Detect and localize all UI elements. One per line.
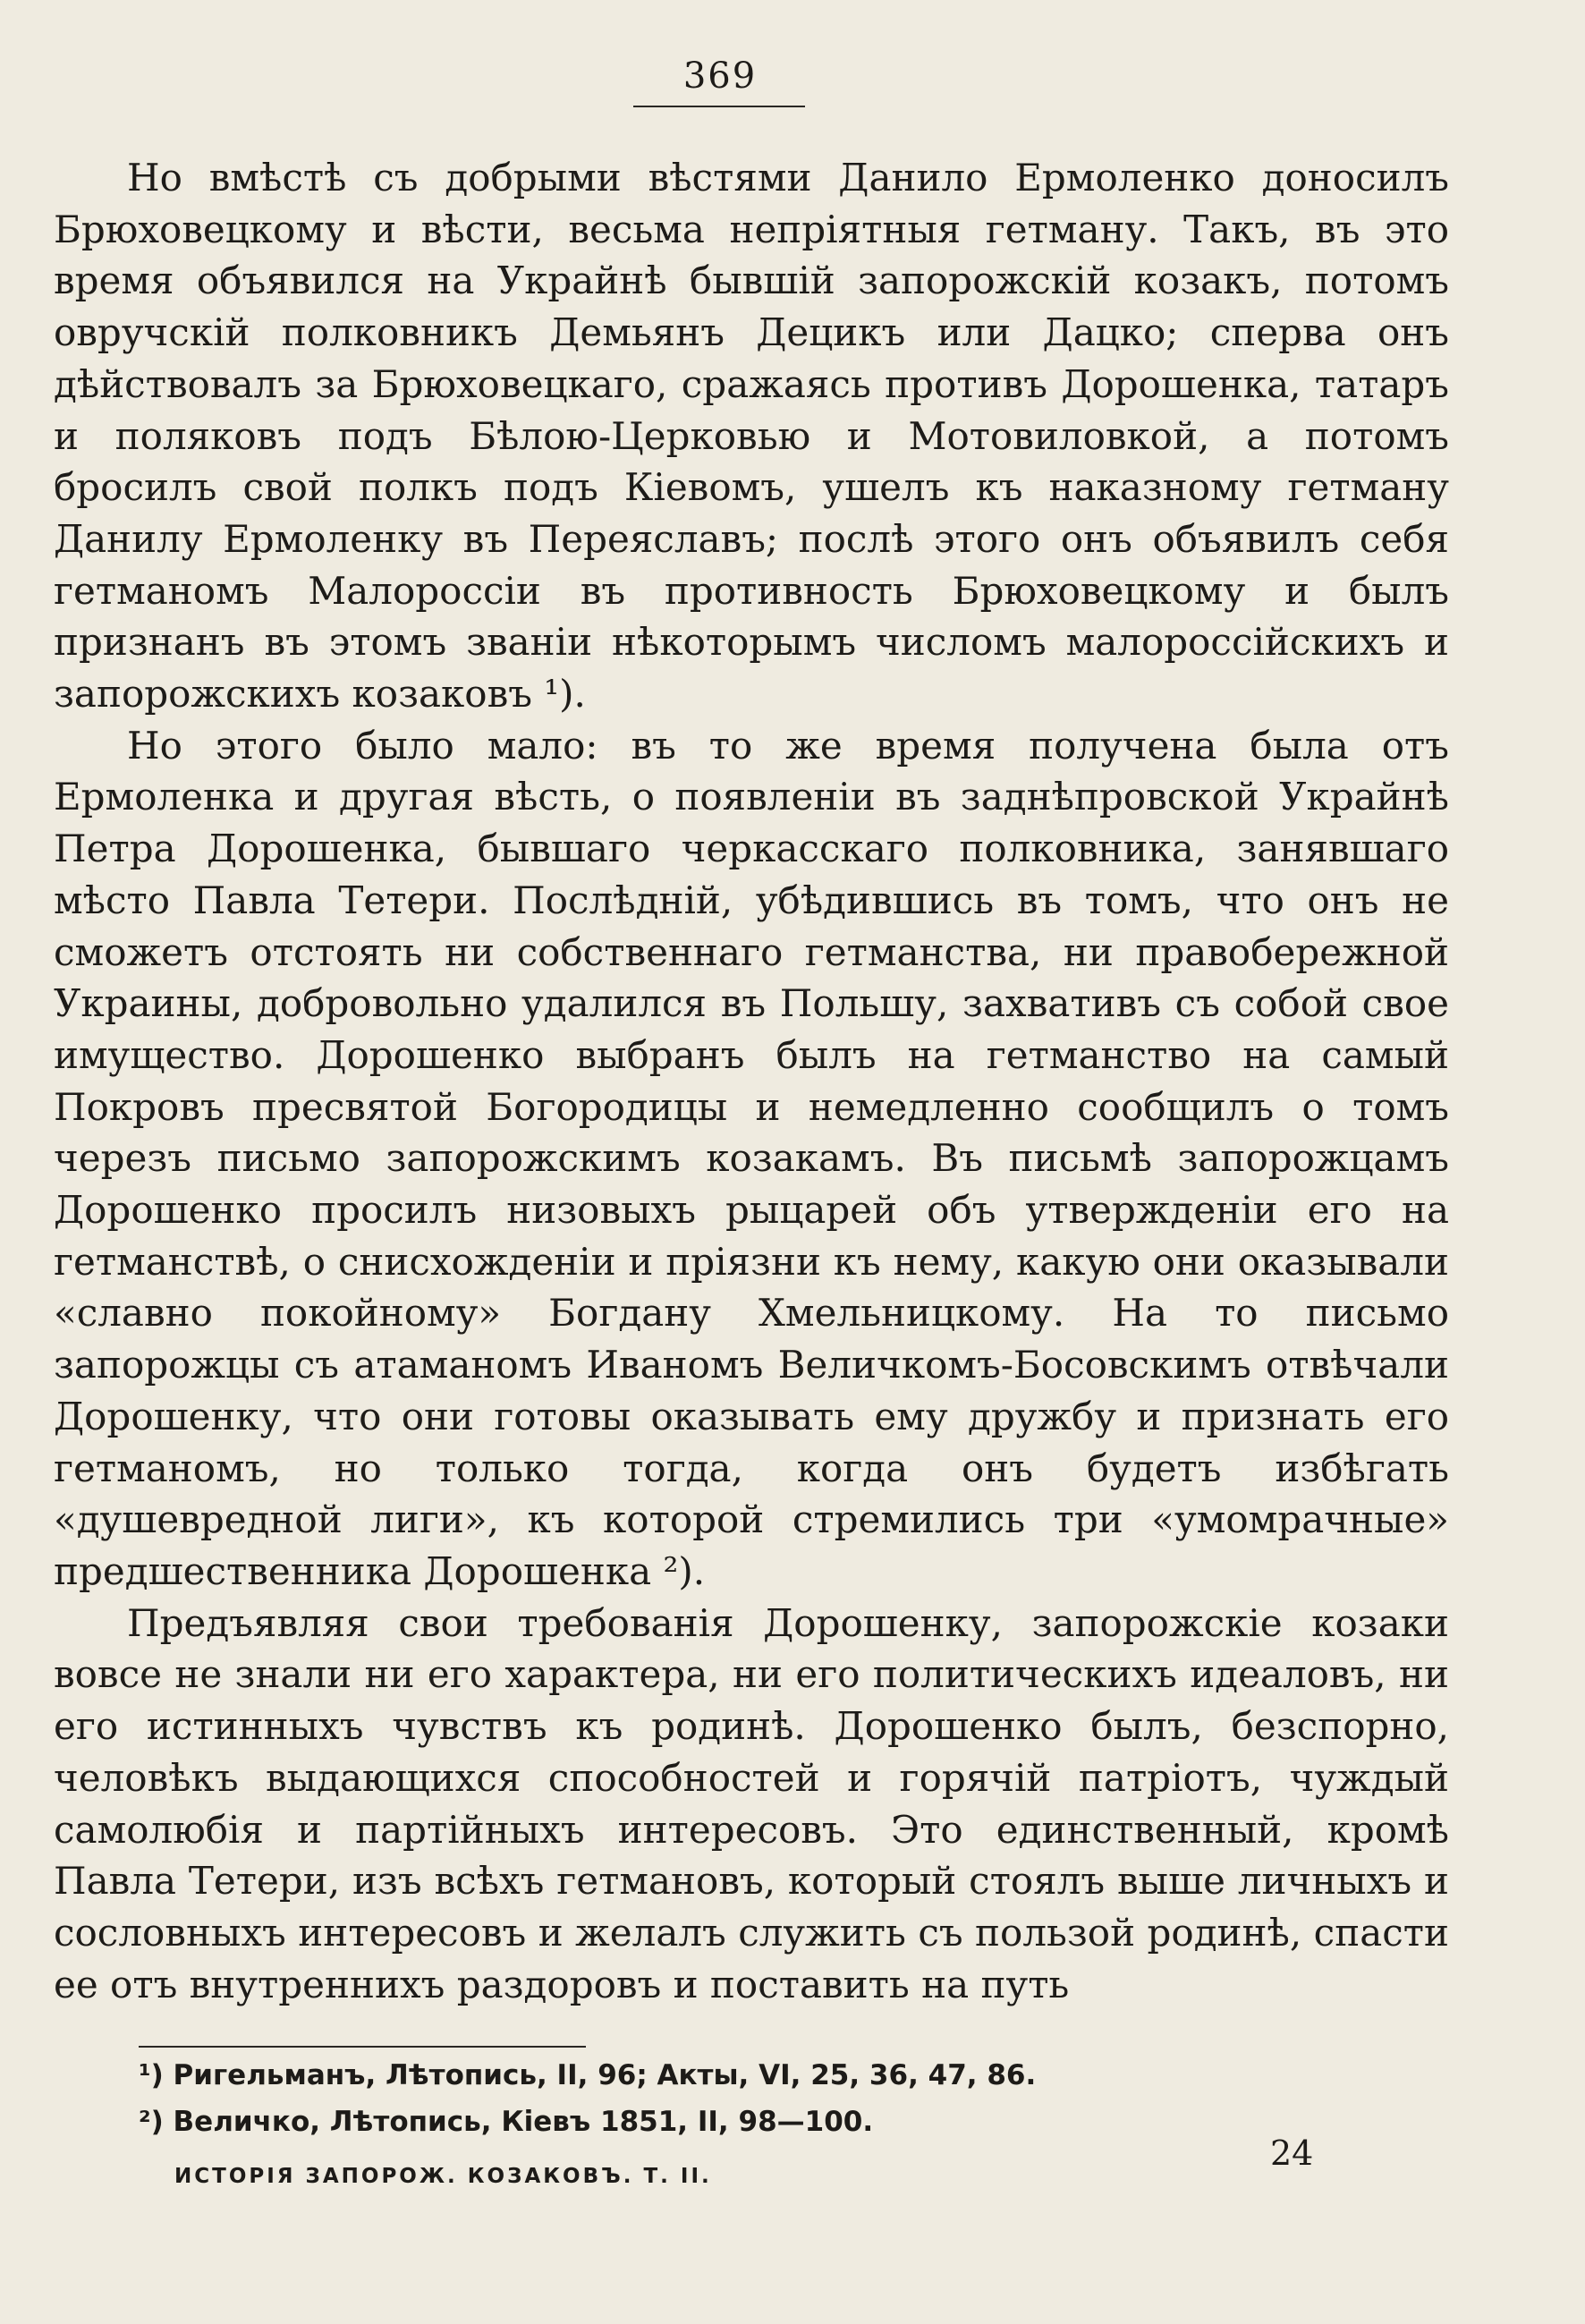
paragraph-3: Предъявляя свои требованія Дорошенку, запорожскіе козаки вовсе не знали ни его характера, ни его политическихъ идеаловъ, ни его истинныхъ чувствъ къ родинѣ. Дорошенко былъ, безспорно, человѣкъ выдающихся способностей и горячій патріотъ, чуждый самолюбія и партійныхъ интересовъ. Это единственный, кромѣ Павла Тетери, изъ всѣхъ гетмановъ, который стоялъ выше личныхъ и сословныхъ интересовъ и желалъ служить съ пользой родинѣ, спасти ее отъ внутреннихъ раздоровъ и поставить на путь	[54, 1600, 1449, 2006]
body-text	[54, 152, 1449, 2010]
signature-number: 24	[1270, 2133, 1314, 2173]
page-number-rule	[633, 106, 805, 107]
footnotes	[139, 2052, 1391, 2145]
paragraph-2: Но этого было мало: въ то же время получена была отъ Ермоленка и другая вѣсть, о появленіи въ заднѣпровской Украйнѣ Петра Дорошенка, бывшаго черкасскаго полковника, занявшаго мѣсто Павла Тетери. Послѣдній, убѣдившись въ томъ, что онъ не сможетъ отстоять ни собственнаго гетманства, ни правобережной Украины, добровольно удалился въ Польшу, захвативъ съ собой свое имущество. Дорошенко выбранъ былъ на гетманство на самый Покровъ пресвятой Богородицы и немедленно сообщилъ о томъ черезъ письмо запорожскимъ козакамъ. Въ письмѣ запорожцамъ Дорошенко просилъ низовыхъ рыцарей объ утвержденіи его на гетманствѣ, о снисхожденіи и пріязни къ нему, какую они оказывали «славно покойному» Богдану Хмельницкому. На то письмо запорожцы съ атаманомъ Иваномъ Величкомъ-Босовскимъ отвѣчали Дорошенку, что они готовы оказывать ему дружбу и признать его гетманомъ, но только тогда, когда онъ будетъ избѣгать «душевредной лиги», къ которой стремились три «умомрачные» предшественника Дорошенка ²).	[54, 723, 1449, 1593]
footnote-1: ¹) Ригельманъ, Лѣтопись, II, 96; Акты, VI, 25, 36, 47, 86.	[139, 2059, 1037, 2091]
paragraph-1: Но вмѣстѣ съ добрыми вѣстями Данило Ермоленко доносилъ Брюховецкому и вѣсти, весьма непріятныя гетману. Такъ, въ это время объявился на Украйнѣ бывшій запорожскій козакъ, потомъ овручскій полковникъ Демьянъ Децикъ или Дацко; сперва онъ дѣйствовалъ за Брюховецкаго, сражаясь противъ Дорошенка, татаръ и поляковъ подъ Бѣлою-Церковью и Мотовиловкой, а потомъ бросилъ свой полкъ подъ Кіевомъ, ушелъ къ наказному гетману Данилу Ермоленку въ Переяславъ; послѣ этого онъ объявилъ себя гетманомъ Малороссіи въ противность Брюховецкому и былъ признанъ въ этомъ званіи нѣкоторымъ числомъ малороссійскихъ и запорожскихъ козаковъ ¹).	[54, 156, 1449, 717]
footnote-rule	[139, 2046, 586, 2048]
page-number: 369	[682, 55, 758, 97]
footnote-2: ²) Величко, Лѣтопись, Кіевъ 1851, II, 98—100.	[139, 2106, 874, 2138]
signature-line: ИСТОРІЯ ЗАПОРОЖ. КОЗАКОВЪ. Т. II.	[174, 2165, 712, 2188]
